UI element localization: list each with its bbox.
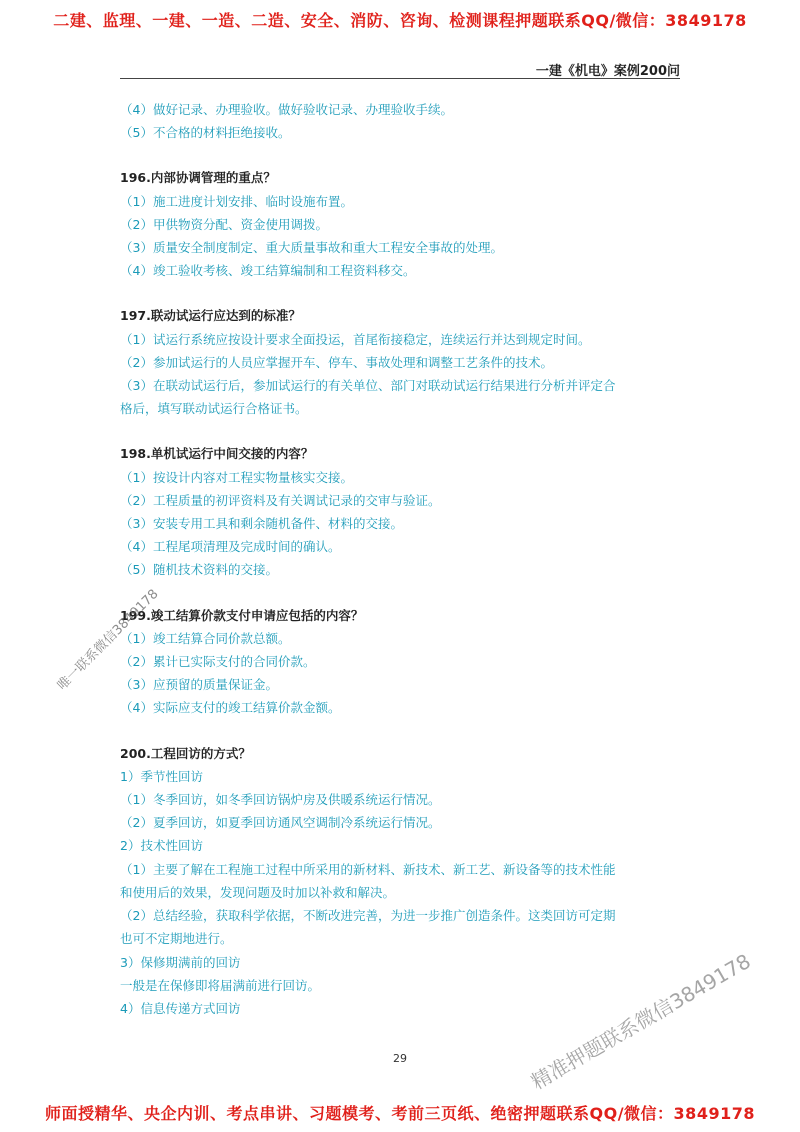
answer-line: 和使用后的效果，发现问题及时加以补救和解决。 <box>120 884 396 900</box>
top-banner: 二建、监理、一建、一造、二造、安全、消防、咨询、检测课程押题联系QQ/微信：3849178 <box>53 11 747 30</box>
answer-line: （4）做好记录、办理验收。做好验收记录、办理验收手续。 <box>120 102 453 117</box>
answer-line: （1）主要了解在工程施工过程中所采用的新材料、新技术、新工艺、新设备等的技术性能 <box>120 861 616 877</box>
answer-line: （2）甲供物资分配、资金使用调拨。 <box>120 216 328 232</box>
answer-line: （3）安装专用工具和剩余随机备件、材料的交接。 <box>120 516 403 532</box>
answer-line: （2）总结经验，获取科学依据，不断改进完善，为进一步推广创造条件。这类回访可定期 <box>120 908 616 924</box>
question-title: 198.单机试运行中间交接的内容？ <box>120 446 314 462</box>
answer-line: 1）季节性回访 <box>120 768 203 784</box>
question-title: 197.联动试运行应达到的标准？ <box>120 308 301 324</box>
page-content <box>120 98 680 1020</box>
answer-line: （5）随机技术资料的交接。 <box>120 562 278 578</box>
answer-line: （2）夏季回访，如夏季回访通风空调制冷系统运行情况。 <box>120 815 441 831</box>
watermark-left: 唯一联系微信3849178 <box>54 586 162 694</box>
answer-line: （1）竣工结算合同价款总额。 <box>120 630 291 646</box>
answer-line: 一般是在保修即将届满前进行回访。 <box>120 977 321 993</box>
answer-line: 格后，填写联动试运行合格证书。 <box>120 401 308 417</box>
question-title: 199.竣工结算价款支付申请应包括的内容？ <box>120 607 364 623</box>
answer-line: （4）工程尾项清理及完成时间的确认。 <box>120 539 341 555</box>
page-number: 29 <box>393 1052 407 1065</box>
bottom-banner: 师面授精华、央企内训、考点串讲、习题模考、考前三页纸、绝密押题联系QQ/微信：3849178 <box>45 1104 755 1123</box>
watermark-right: 精准押题联系微信3849178 <box>527 948 755 1095</box>
answer-line: （1）按设计内容对工程实物量核实交接。 <box>120 469 353 485</box>
answer-line: （1）冬季回访，如冬季回访锅炉房及供暖系统运行情况。 <box>120 792 441 808</box>
answer-line: （4）竣工验收考核、竣工结算编制和工程资料移交。 <box>120 263 416 279</box>
answer-line: （4）实际应支付的竣工结算价款金额。 <box>120 700 341 716</box>
document-header: 一建《机电》案例200问 <box>535 64 680 79</box>
answer-line: （1）试运行系统应按设计要求全面投运，首尾衔接稳定，连续运行并达到规定时间。 <box>120 331 591 347</box>
answer-line: （1）施工进度计划安排、临时设施布置。 <box>120 193 353 209</box>
answer-line: （2）参加试运行的人员应掌握开车、停车、事故处理和调整工艺条件的技术。 <box>120 354 553 370</box>
answer-line: （2）工程质量的初评资料及有关调试记录的交审与验证。 <box>120 492 441 508</box>
answer-line: （3）质量安全制度制定、重大质量事故和重大工程安全事故的处理。 <box>120 240 503 256</box>
header-rule <box>120 78 680 79</box>
answer-line: （2）累计已实际支付的合同价款。 <box>120 654 316 670</box>
answer-line: 3）保修期满前的回访 <box>120 954 241 970</box>
answer-line: （3）应预留的质量保证金。 <box>120 677 278 693</box>
answer-line: 2）技术性回访 <box>120 838 203 854</box>
answer-line: （3）在联动试运行后，参加试运行的有关单位、部门对联动试运行结果进行分析并评定合 <box>120 378 616 394</box>
question-title: 200.工程回访的方式？ <box>120 745 251 761</box>
answer-line: 4）信息传递方式回访 <box>120 1000 241 1016</box>
question-title: 196.内部协调管理的重点？ <box>120 170 276 186</box>
answer-line: 也可不定期地进行。 <box>120 931 233 947</box>
answer-line: （5）不合格的材料拒绝接收。 <box>120 125 291 141</box>
